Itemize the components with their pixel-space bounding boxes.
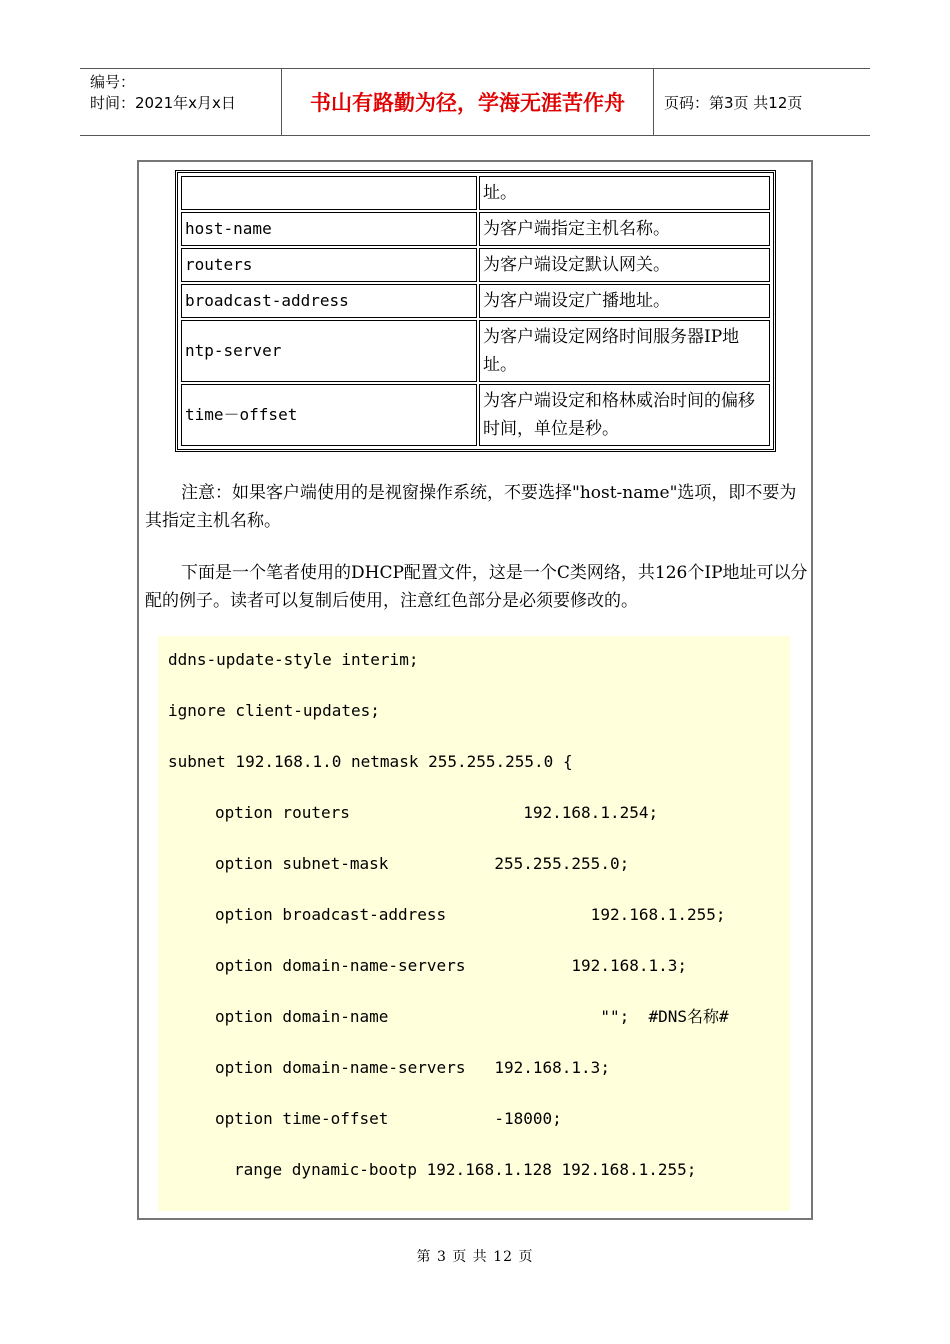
code-line: option domain-name ""; #DNS名称# (215, 1007, 729, 1026)
option-desc: 为客户端设定广播地址。 (479, 284, 770, 318)
option-key: broadcast-address (181, 284, 477, 318)
option-key: routers (181, 248, 477, 282)
table-row (181, 320, 770, 382)
intro-paragraph: 下面是一个笔者使用的DHCP配置文件，这是一个C类网络，共126个IP地址可以分配的例子。读者可以复制后使用，注意红色部分是必须要修改的。 (145, 563, 808, 611)
header-meta (80, 69, 282, 135)
header-page-label: 页码：第3页 共12页 (664, 93, 803, 112)
note-paragraph: 注意：如果客户端使用的是视窗操作系统，不要选择"host-name"选项，即不要为其指定主机名称。 (145, 483, 797, 531)
code-line: option time-offset -18000; (215, 1109, 562, 1128)
option-desc: 为客户端设定默认网关。 (479, 248, 770, 282)
page-footer: 第 3 页 共 12 页 (416, 1249, 534, 1265)
option-desc: 为客户端设定和格林威治时间的偏移时间，单位是秒。 (479, 384, 770, 446)
option-key (181, 176, 477, 210)
dhcp-options-table (175, 170, 776, 452)
code-line: ddns-update-style interim; (168, 650, 419, 669)
code-line: option domain-name-servers 192.168.1.3; (215, 1058, 610, 1077)
table-row (181, 384, 770, 446)
code-line: option routers 192.168.1.254; (215, 803, 659, 822)
code-line: option domain-name-servers 192.168.1.3; (215, 956, 688, 975)
option-key: time－offset (181, 384, 477, 446)
serial-label: 编号： (90, 73, 136, 91)
option-desc: 址。 (479, 176, 770, 210)
code-line: option broadcast-address 192.168.1.255; (215, 905, 726, 924)
dhcp-config-code (158, 636, 790, 1211)
table-row (181, 212, 770, 246)
option-key: host-name (181, 212, 477, 246)
table-row (181, 284, 770, 318)
page-header (80, 68, 870, 136)
code-line: subnet 192.168.1.0 netmask 255.255.255.0 { (168, 752, 573, 771)
code-line: option subnet-mask 255.255.255.0; (215, 854, 630, 873)
option-desc: 为客户端指定主机名称。 (479, 212, 770, 246)
code-line: ignore client-updates; (168, 701, 380, 720)
table-row (181, 248, 770, 282)
header-motto: 书山有路勤为径，学海无涯苦作舟 (282, 69, 654, 135)
table-row (181, 176, 770, 210)
option-desc: 为客户端设定网络时间服务器IP地址。 (479, 320, 770, 382)
option-key: ntp-server (181, 320, 477, 382)
code-line: range dynamic-bootp 192.168.1.128 192.168.1.255; (234, 1160, 697, 1179)
time-label: 时间：2021年x月x日 (90, 94, 236, 112)
